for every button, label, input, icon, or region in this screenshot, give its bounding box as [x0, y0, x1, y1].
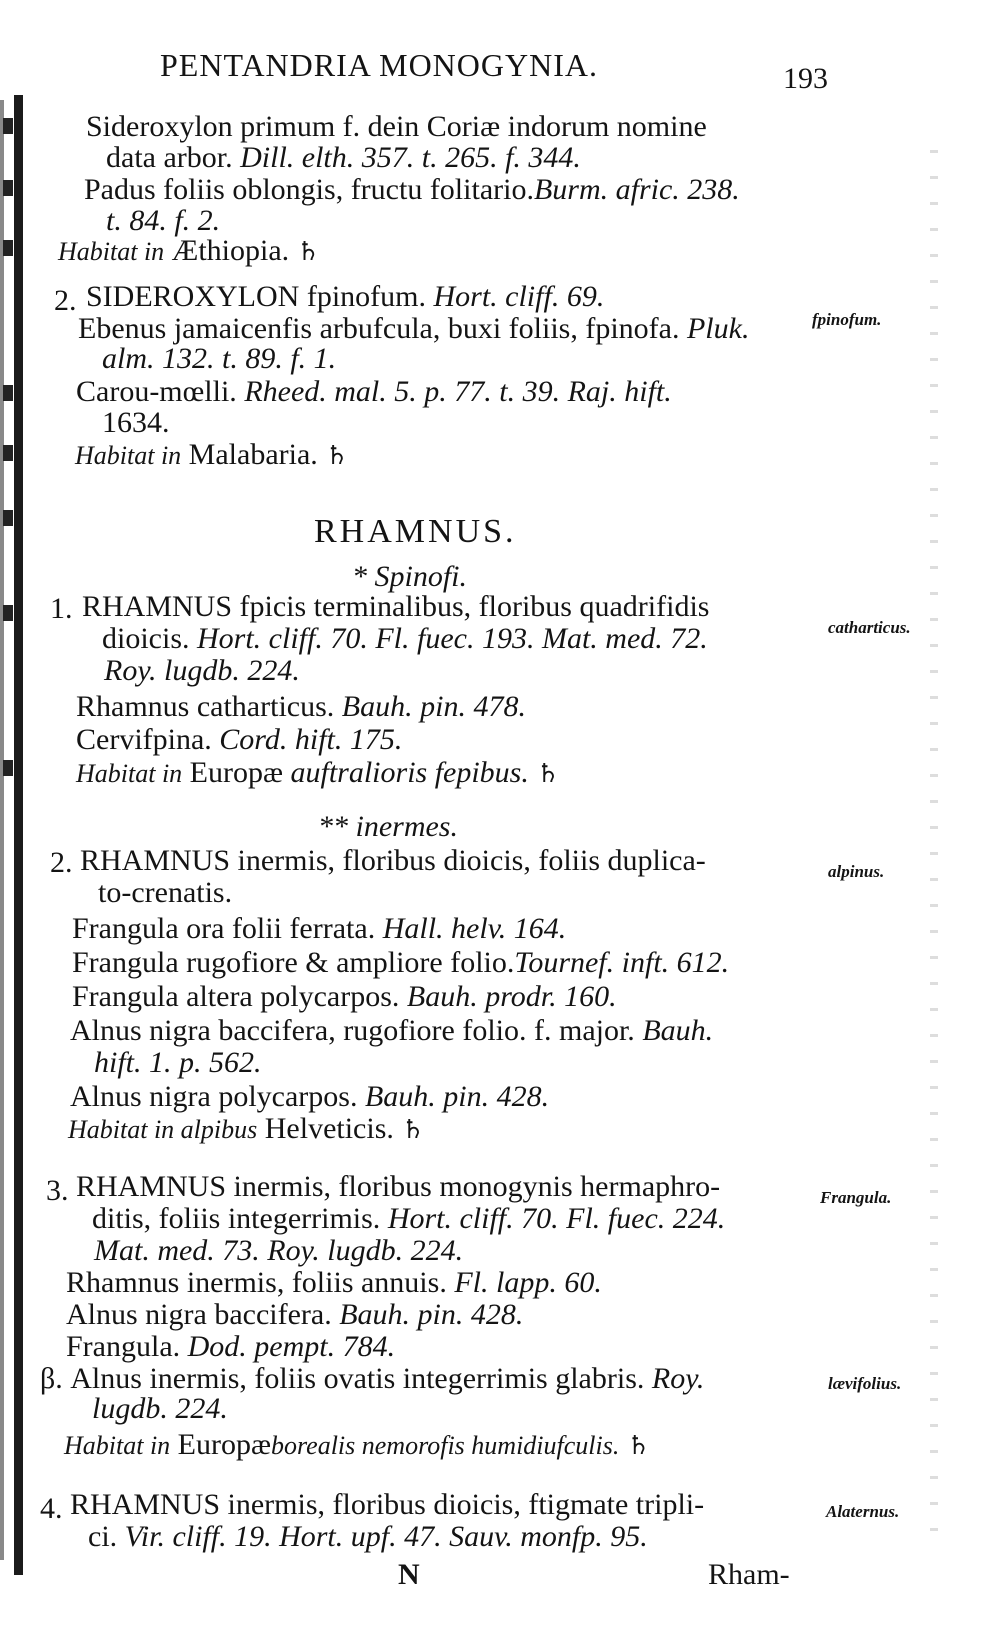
- facing-page-fragment: [3, 240, 13, 256]
- variety-line: β. Alnus inermis, foliis ovatis integerrimis glabris. Roy.: [40, 1362, 705, 1395]
- text-line: 1634.: [102, 406, 170, 439]
- margin-trivial-name: alpinus.: [828, 862, 885, 881]
- species-line: RHAMNUS inermis, floribus monogynis hermaphro-: [76, 1170, 721, 1203]
- facing-page-fragment: [3, 510, 13, 526]
- habitat-line: Habitat in Æthiopia. ♄: [58, 234, 320, 267]
- species-line: RHAMNUS inermis, floribus dioicis, ftigmate tripli-: [70, 1488, 705, 1521]
- genus-heading: RHAMNUS.: [314, 513, 517, 550]
- section-heading: * Spinofi.: [352, 560, 468, 593]
- habitat-line: Habitat in alpibus Helveticis. ♄: [68, 1112, 425, 1145]
- text-line: Roy. lugdb. 224.: [104, 654, 300, 687]
- text-line: Frangula rugofiore & ampliore folio.Tournef. inft. 612.: [72, 946, 730, 979]
- margin-variety-name: lævifolius.: [828, 1374, 902, 1393]
- text-line: ci. Vir. cliff. 19. Hort. upf. 47. Sauv. monfp. 95.: [88, 1520, 648, 1553]
- tree-symbol-icon: ♄: [325, 441, 349, 471]
- margin-trivial-name: fpinofum.: [812, 310, 882, 329]
- tree-symbol-icon: ♄: [401, 1115, 425, 1145]
- signature-mark: N: [398, 1558, 420, 1591]
- species-number: 2.: [54, 284, 77, 317]
- species-line: RHAMNUS fpicis terminalibus, floribus quadrifidis: [82, 590, 710, 623]
- text-line: Frangula ora folii ferrata. Hall. helv. 164.: [72, 912, 567, 945]
- text-line: Alnus nigra baccifera. Bauh. pin. 428.: [66, 1298, 524, 1331]
- text-line: Rhamnus inermis, foliis annuis. Fl. lapp. 60.: [66, 1266, 602, 1299]
- species-number: 4.: [40, 1492, 63, 1525]
- edge-speckle: [930, 150, 938, 1550]
- binding-shadow: [0, 100, 4, 1560]
- text-line: Carou-mœlli. Rheed. mal. 5. p. 77. t. 39. Raj. hift.: [76, 375, 672, 408]
- facing-page-fragment: [3, 180, 13, 196]
- facing-page-fragment: [3, 445, 13, 461]
- species-number: 3.: [46, 1174, 69, 1207]
- text-line: Padus foliis oblongis, fructu folitario.Burm. afric. 238.: [84, 173, 740, 206]
- section-heading: ** inermes.: [318, 810, 458, 843]
- text-line: Sideroxylon primum f. dein Coriæ indorum nomine: [86, 110, 707, 143]
- text-line: ditis, foliis integerrimis. Hort. cliff. 70. Fl. fuec. 224.: [92, 1202, 726, 1235]
- binding-edge: [14, 95, 23, 1575]
- species-line: RHAMNUS inermis, floribus dioicis, foliis duplica-: [80, 844, 706, 877]
- text-line: to-crenatis.: [98, 876, 233, 909]
- facing-page-fragment: [3, 385, 13, 401]
- species-number: 1.: [50, 592, 73, 625]
- text-line: Alnus nigra polycarpos. Bauh. pin. 428.: [70, 1080, 550, 1113]
- text-line: hift. 1. p. 562.: [94, 1046, 262, 1079]
- tree-symbol-icon: ♄: [296, 237, 320, 267]
- catchword: Rham-: [708, 1558, 790, 1591]
- text-line: Mat. med. 73. Roy. lugdb. 224.: [94, 1234, 464, 1267]
- text-line: t. 84. f. 2.: [106, 204, 221, 237]
- margin-trivial-name: Frangula.: [820, 1188, 892, 1207]
- text-line: Ebenus jamaicenfis arbufcula, buxi foliis, fpinofa. Pluk.: [78, 312, 750, 345]
- text-line: Alnus nigra baccifera, rugofiore folio. f. major. Bauh.: [70, 1014, 714, 1047]
- habitat-line: Habitat in Europæ auftralioris fepibus. ♄: [76, 756, 560, 789]
- habitat-line: Habitat in Malabaria. ♄: [75, 438, 349, 471]
- running-title: PENTANDRIA MONOGYNIA.: [160, 47, 598, 83]
- text-line: lugdb. 224.: [92, 1392, 228, 1425]
- tree-symbol-icon: ♄: [626, 1431, 651, 1461]
- habitat-line: Habitat in Europæborealis nemorofis humidiufculis. ♄: [64, 1428, 651, 1461]
- facing-page-fragment: [3, 605, 13, 621]
- margin-trivial-name: Alaternus.: [826, 1502, 900, 1521]
- text-line: Frangula. Dod. pempt. 784.: [66, 1330, 396, 1363]
- text-line: Cervifpina. Cord. hift. 175.: [76, 723, 403, 756]
- margin-trivial-name: catharticus.: [828, 618, 911, 637]
- text-line: data arbor. Dill. elth. 357. t. 265. f. 344.: [106, 141, 581, 174]
- text-line: dioicis. Hort. cliff. 70. Fl. fuec. 193. Mat. med. 72.: [102, 622, 708, 655]
- text-line: Rhamnus catharticus. Bauh. pin. 478.: [76, 690, 526, 723]
- page-number: 193: [783, 62, 828, 95]
- species-line: SIDEROXYLON fpinofum. Hort. cliff. 69.: [86, 280, 605, 313]
- facing-page-fragment: [3, 760, 13, 776]
- facing-page-fragment: [3, 118, 13, 134]
- tree-symbol-icon: ♄: [536, 759, 560, 789]
- species-number: 2.: [50, 846, 73, 879]
- text-line: alm. 132. t. 89. f. 1.: [102, 342, 337, 375]
- text-line: Frangula altera polycarpos. Bauh. prodr. 160.: [72, 980, 617, 1013]
